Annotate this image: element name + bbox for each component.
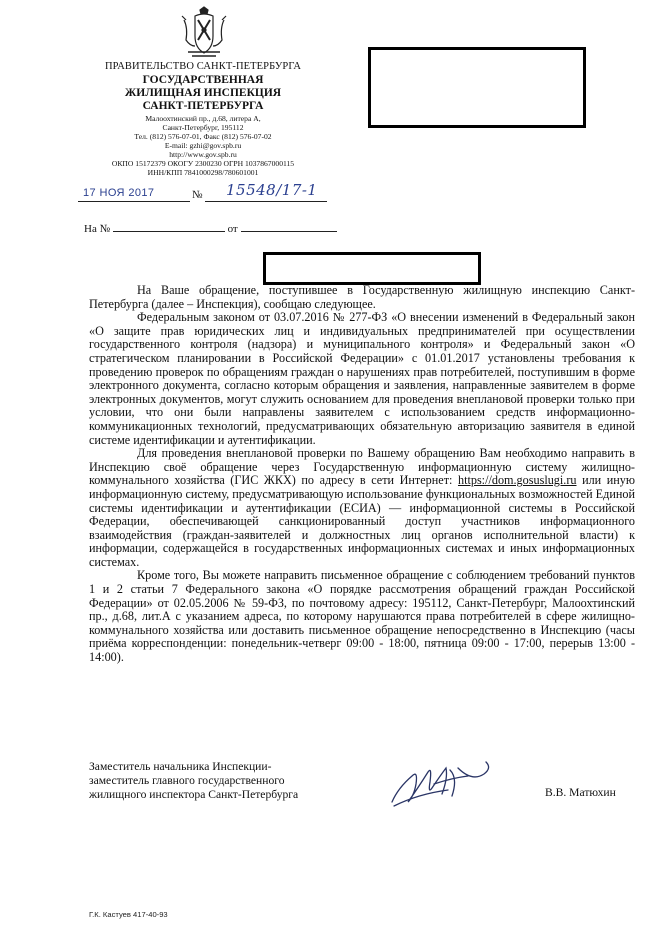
gis-zhkh-link[interactable]: https://dom.gosuslugi.ru [457, 473, 577, 488]
outgoing-number: 15548/17-1 [226, 181, 318, 199]
reply-reference-row [84, 221, 337, 235]
number-underline [205, 201, 327, 202]
phone-fax: Тел. (812) 576-07-01, Факс (812) 576-07-02 [134, 132, 272, 141]
signatory-title-line2: заместитель главного государственного [89, 774, 285, 787]
reply-number-label: На № [84, 223, 111, 235]
website-url: http://www.gov.spb.ru [169, 150, 237, 159]
inspection-name-line3: САНКТ-ПЕТЕРБУРГА [142, 100, 264, 112]
inn-kpp: ИНН/КПП 7841000298/780601001 [147, 168, 259, 177]
handwritten-signature [388, 758, 498, 810]
reply-date-blank [241, 221, 337, 232]
executor-footer: Г.К. Кастуев 417-40-93 [89, 910, 168, 919]
organization-codes: ОКПО 15172379 ОКОГУ 2300230 ОГРН 1037867000115 [111, 159, 295, 168]
date-underline [78, 201, 190, 202]
date-stamp: 17 НОЯ 2017 [83, 187, 155, 199]
number-sign: № [192, 189, 203, 201]
inspection-name-line1: ГОСУДАРСТВЕННАЯ [142, 74, 264, 86]
email-address: E-mail: gzhi@gov.spb.ru [164, 141, 242, 150]
paragraph-3-part1: Для проведения внеплановой проверки по Вашему обращению Вам необходимо направить в Инспекцию своё обращение через Государственную информационную систему жилищно-коммунального хозяйства (ГИС ЖКХ) по адресу в сети Интернет: [89, 446, 635, 488]
paragraph-1: На Ваше обращение, поступившее в Государственную жилищную инспекцию Санкт-Петербурга (далее – Инспекция), сообщаю следующее. [89, 283, 635, 311]
address-line1: Малоохтинский пр., д.68, литера А, [145, 114, 261, 123]
government-name: ПРАВИТЕЛЬСТВО САНКТ-ПЕТЕРБУРГА [104, 61, 302, 72]
signatory-title-line1: Заместитель начальника Инспекции- [89, 760, 272, 773]
paragraph-2: Федеральным законом от 03.07.2016 № 277-ФЗ «О внесении изменений в Федеральный закон «О защите прав юридических лиц и индивидуальных предпринимателей при осуществлении государственного контроля (надзора) и муниципального контроля» и Федеральный закон «О стратегическом планировании в Российской Федерации» с 01.01.2017 установлены требования к проведению проверок по обращениям граждан о нарушениях прав потребителей, поступившим в форме электронного документа, согласно которым обращения и заявления, направленные заявителем в форме электронных документов, могут служить основанием для проведения внеплановой проверки только при условии, что они были направлены заявителем с использованием средств информационно-коммуникационных технологий, предусматривающих обязательную авторизацию заявителя в единой системе идентификации и аутентификации. [89, 310, 635, 447]
coat-of-arms-emblem [178, 6, 230, 60]
paragraph-3 [89, 447, 635, 569]
redacted-recipient-box [368, 47, 586, 128]
paragraph-3-part2: или иную информационную систему, предусматривающую использование функциональных возможностей Единой системы идентификации и аутентификации (ЕСИА) — информационной системы в Российской Федерации, обеспечивающей санкционированный доступ участников информационного взаимодействия (граждан-заявителей и должностных лиц органов исполнительной власти) к информации, содержащейся в государственных информационных системах и иных информационных системах. [89, 473, 636, 569]
reply-number-blank [113, 221, 225, 232]
inspection-name-line2: ЖИЛИЩНАЯ ИНСПЕКЦИЯ [124, 87, 282, 99]
redacted-salutation-box [263, 252, 481, 285]
address-line2: Санкт-Петербург, 195112 [162, 123, 244, 132]
signatory-name: В.В. Матюхин [545, 786, 616, 799]
paragraph-4: Кроме того, Вы можете направить письменное обращение с соблюдением требований пунктов 1 и 2 статьи 7 Федерального закона «О порядке рассмотрения обращений граждан Российской Федерации» от 02.05.2006 № 59-ФЗ, по почтовому адресу: 195112, Санкт-Петербург, Малоохтинский пр., д.68, лит.А с указанием адреса, по которому нарушаются права потребителей в сфере жилищно-коммунального хозяйства или доставить письменное обращение непосредственно в Инспекцию (часы приёма корреспонденции: понедельник-четверг 09:00 - 18:00, пятница 09:00 - 17:00, перерыв 13:00 - 14:00). [89, 568, 635, 665]
letter-body [89, 284, 635, 665]
signatory-title [89, 760, 298, 802]
signatory-title-line3: жилищного инспектора Санкт-Петербурга [89, 788, 299, 801]
reply-date-label: от [227, 223, 238, 235]
